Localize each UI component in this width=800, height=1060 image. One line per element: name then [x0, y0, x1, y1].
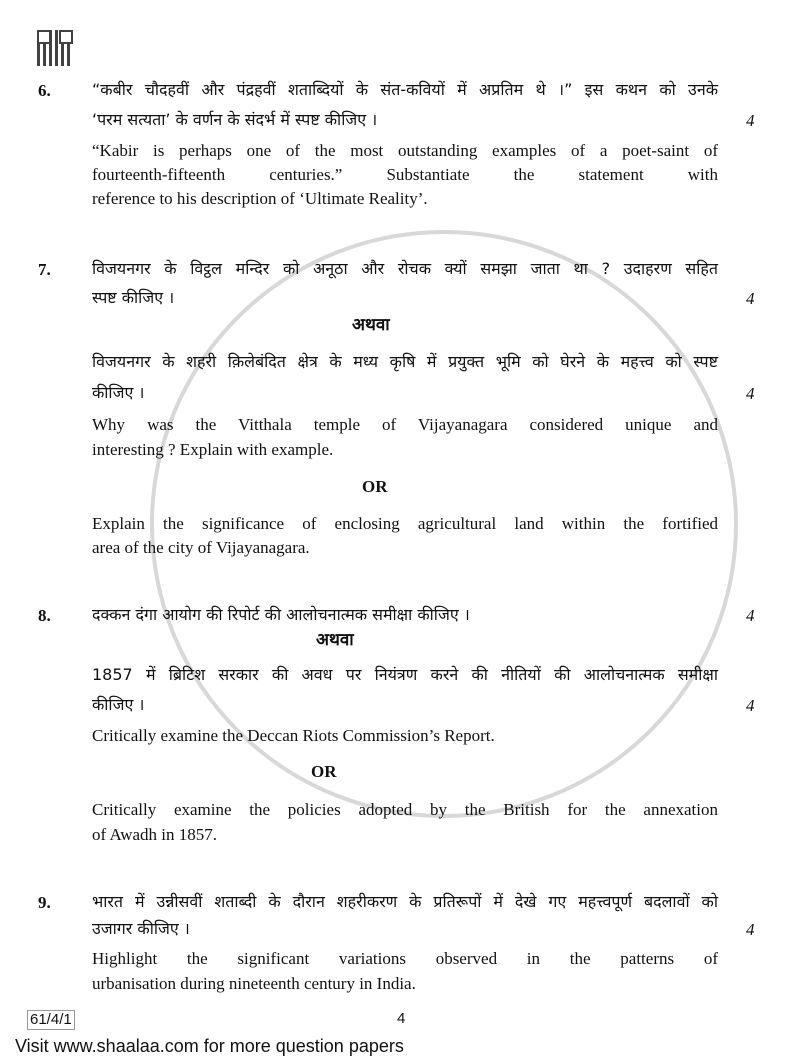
- question-english-line: urbanisation during nineteenth century in India.: [92, 974, 416, 993]
- question-english-line: Highlight the significant variations observed in the patterns of: [92, 949, 718, 968]
- question-english-line: “Kabir is perhaps one of the most outstanding examples of a poet-saint of: [92, 141, 718, 160]
- question-hindi-line: दक्कन दंगा आयोग की रिपोर्ट की आलोचनात्मक समीक्षा कीजिए ।: [92, 605, 470, 624]
- or-english: OR: [362, 477, 388, 496]
- question-hindi-line: स्पष्ट कीजिए ।: [92, 288, 175, 307]
- marks: 4: [746, 606, 755, 625]
- page-number: 4: [397, 1010, 406, 1027]
- question-hindi-line: विजयनगर के शहरी क़िलेबंदित क्षेत्र के मध्य कृषि में प्रयुक्त भूमि को घेरने के महत्त्व को स्पष्ट: [92, 352, 718, 371]
- paper-code: 61/4/1: [27, 1010, 75, 1030]
- or-hindi: अथवा: [316, 630, 354, 650]
- qr-code-icon: [37, 30, 73, 66]
- marks: 4: [746, 920, 755, 939]
- visit-banner: Visit www.shaalaa.com for more question papers: [15, 1036, 404, 1056]
- question-english-line: reference to his description of ‘Ultimate Reality’.: [92, 189, 428, 208]
- question-hindi-line: भारत में उन्नीसवीं शताब्दी के दौरान शहरीकरण के प्रतिरूपों में देखे गए महत्त्वपूर्ण बदलावों को: [92, 892, 718, 911]
- question-hindi-line: ‘परम सत्यता’ के वर्णन के संदर्भ में स्पष्ट कीजिए ।: [92, 110, 378, 129]
- marks: 4: [746, 696, 755, 715]
- marks: 4: [746, 384, 755, 403]
- question-number: 9.: [38, 893, 51, 912]
- question-english-line: Explain the significance of enclosing agricultural land within the fortified: [92, 514, 718, 533]
- question-number: 6.: [38, 81, 51, 100]
- question-number: 8.: [38, 606, 51, 625]
- question-english-line: interesting ? Explain with example.: [92, 440, 334, 459]
- or-english: OR: [311, 762, 337, 781]
- question-hindi-line: “कबीर चौदहवीं और पंद्रहवीं शताब्दियों के संत-कवियों में अप्रतिम थे ।” इस कथन को उनके: [92, 80, 718, 99]
- question-english-line: Critically examine the Deccan Riots Commission’s Report.: [92, 726, 495, 745]
- or-hindi: अथवा: [352, 315, 390, 335]
- question-hindi-line: कीजिए ।: [92, 383, 145, 402]
- marks: 4: [746, 289, 755, 308]
- question-hindi-line: कीजिए ।: [92, 695, 145, 714]
- question-english-line: area of the city of Vijayanagara.: [92, 538, 310, 557]
- question-hindi-line: विजयनगर के विट्ठल मन्दिर को अनूठा और रोचक क्यों समझा जाता था ? उदाहरण सहित: [92, 259, 718, 278]
- question-hindi-line: 1857 में ब्रिटिश सरकार की अवध पर नियंत्रण करने की नीतियों की आलोचनात्मक समीक्षा: [92, 665, 718, 684]
- question-english-line: Why was the Vitthala temple of Vijayanagara considered unique and: [92, 415, 718, 434]
- question-english-line: of Awadh in 1857.: [92, 825, 217, 844]
- question-number: 7.: [38, 260, 51, 279]
- question-english-line: fourteenth-fifteenth centuries.” Substantiate the statement with: [92, 165, 718, 184]
- marks: 4: [746, 111, 755, 130]
- question-hindi-line: उजागर कीजिए ।: [92, 919, 190, 938]
- question-english-line: Critically examine the policies adopted by the British for the annexation: [92, 800, 718, 819]
